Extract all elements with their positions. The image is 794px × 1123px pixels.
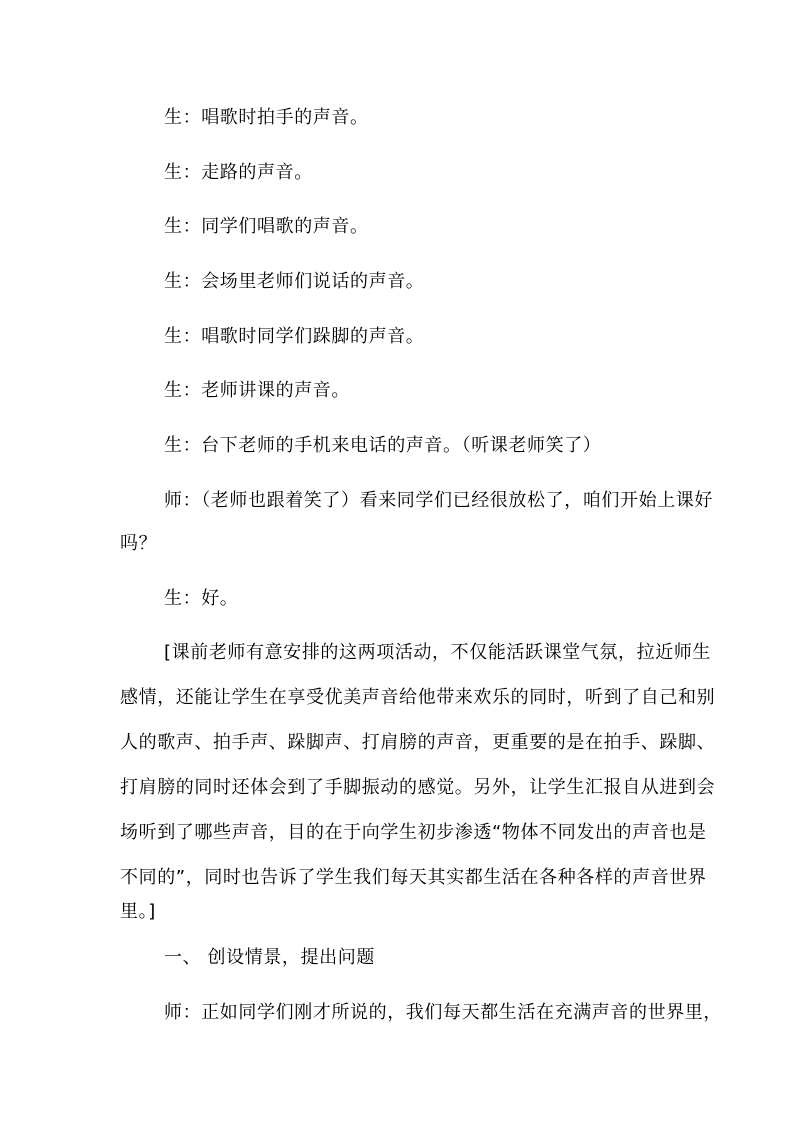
commentary-line: 打肩膀的同时还体会到了手脚振动的感觉。另外，让学生汇报自从进到会 [120, 777, 716, 798]
commentary-line: 里。] [120, 901, 156, 922]
dialogue-line: 生：会场里老师们说话的声音。 [164, 271, 425, 292]
dialogue-line: 生：唱歌时同学们跺脚的声音。 [164, 326, 425, 347]
commentary-line: 场听到了哪些声音，目的在于向学生初步渗透“物体不同发出的声音也是 [120, 822, 707, 843]
dialogue-line: 生：唱歌时拍手的声音。 [164, 107, 369, 128]
commentary-line: 人的歌声、拍手声、跺脚声、打肩膀的声音，更重要的是在拍手、跺脚、 [120, 732, 716, 753]
dialogue-line-continuation: 吗？ [120, 533, 158, 554]
dialogue-line: 生：同学们唱歌的声音。 [164, 216, 369, 237]
dialogue-line: 师：（老师也跟着笑了）看来同学们已经很放松了，咱们开始上课好 [164, 490, 713, 511]
commentary-line: 感情，还能让学生在享受优美声音给他带来欢乐的同时，听到了自己和别 [120, 687, 716, 708]
commentary-line: [课前老师有意安排的这两项活动，不仅能活跃课堂气氛，拉近师生 [164, 642, 712, 663]
section-heading: 一、 创设情景，提出问题 [164, 947, 375, 968]
dialogue-line: 生：走路的声音。 [164, 162, 313, 183]
commentary-line: 不同的”，同时也告诉了学生我们每天其实都生活在各种各样的声音世界 [120, 867, 707, 888]
dialogue-line: 生：老师讲课的声音。 [164, 380, 350, 401]
dialogue-line: 生：好。 [164, 588, 239, 609]
dialogue-line: 师：正如同学们刚才所说的，我们每天都生活在充满声音的世界里， [164, 1002, 722, 1023]
dialogue-line: 生：台下老师的手机来电话的声音。（听课老师笑了） [164, 435, 602, 456]
